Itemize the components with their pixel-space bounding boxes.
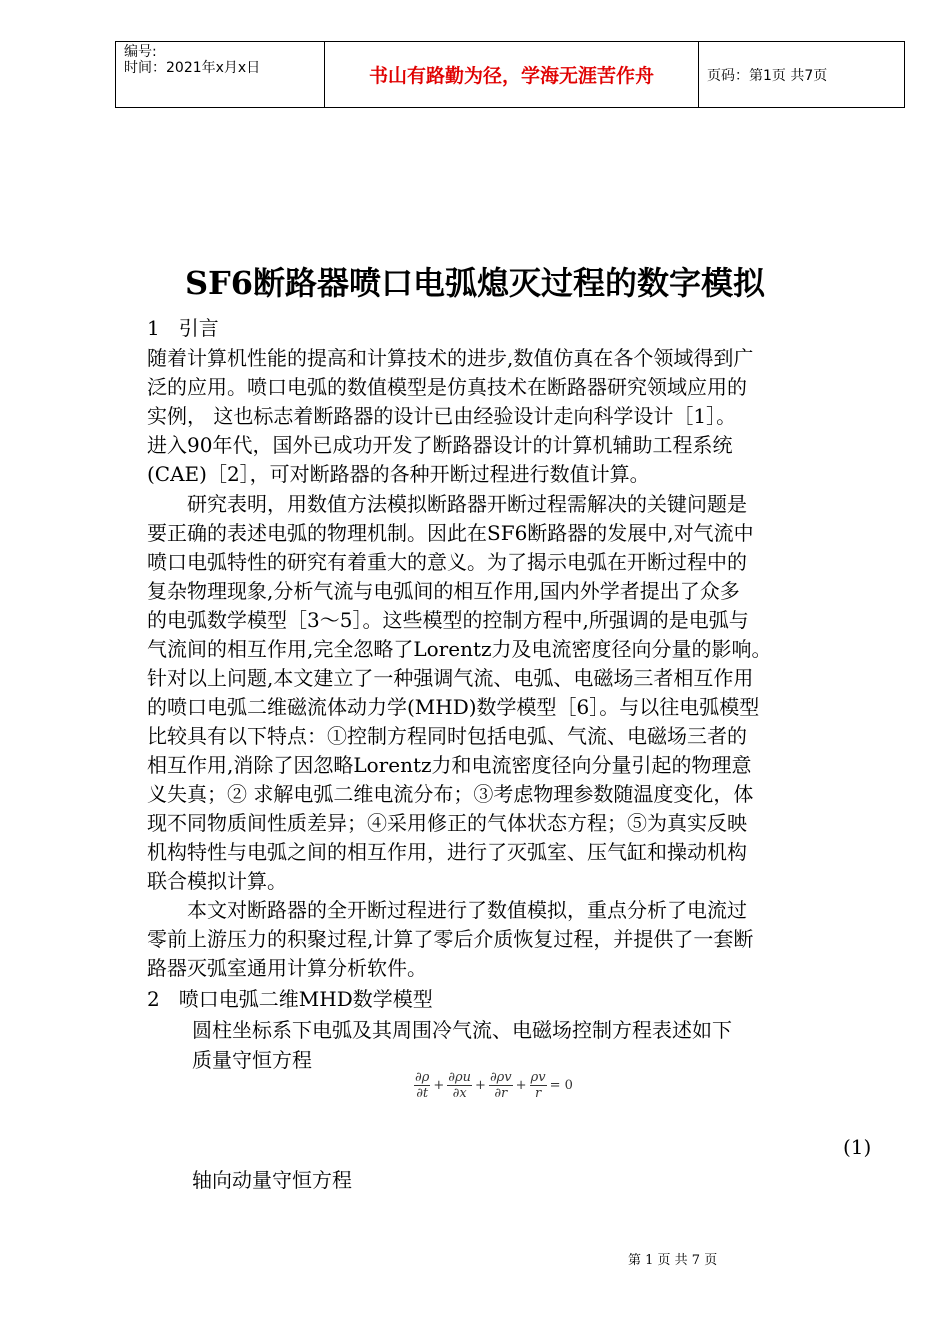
page-footer: 第 1 页 共 7 页 (628, 1253, 718, 1268)
para2-line: 复杂物理现象,分析气流与电弧间的相互作用,国内外学者提出了众多 (147, 579, 740, 603)
motto-text: 书山有路勤为径，学海无涯苦作舟 (368, 65, 654, 87)
para2-line: 比较具有以下特点：①控制方程同时包括电弧、气流、电磁场三者的 (147, 724, 747, 748)
para2-line: 相互作用,消除了因忽略Lorentz力和电流密度径向分量引起的物理意 (147, 753, 752, 777)
mass-conservation-equation: $\frac{\partial\rho}{\partial t}$ + $\frac{\partial\rho u}{\partial x}$ + $\frac{\partial\rho v}{\partial r}$ + $\frac{\rho v}{r}$ = 0 (415, 1070, 573, 1101)
para1-line: 进入90年代，国外已成功开发了断路器设计的计算机辅助工程系统 (147, 433, 733, 457)
section2-heading: 2 喷口电弧二维MHD数学模型 (147, 987, 433, 1011)
para2-line: 义失真；② 求解电弧二维电流分布；③考虑物理参数随温度变化，体 (147, 782, 754, 806)
motto-cell (325, 42, 699, 108)
para2-line: 喷口电弧特性的研究有着重大的意义。为了揭示电弧在开断过程中的 (147, 550, 747, 574)
para2-line: 研究表明，用数值方法模拟断路器开断过程需解决的关键问题是 (187, 492, 747, 516)
para4-text: 圆柱坐标系下电弧及其周围冷气流、电磁场控制方程表述如下 (192, 1018, 732, 1042)
mass-conservation-label: 质量守恒方程 (192, 1048, 312, 1072)
document-title: SF6断路器喷口电弧熄灭过程的数字模拟 (184, 264, 766, 302)
section1-heading: 1 引言 (147, 316, 219, 340)
para2-line: 的喷口电弧二维磁流体动力学(MHD)数学模型［6］。与以往电弧模型 (147, 695, 760, 719)
para2-line: 的电弧数学模型［3～5］。这些模型的控制方程中,所强调的是电弧与 (147, 608, 749, 632)
para3-line: 本文对断路器的全开断过程进行了数值模拟，重点分析了电流过 (187, 898, 747, 922)
term-1: $\frac{\partial\rho}{\partial t}$ (415, 1070, 430, 1101)
axial-momentum-label: 轴向动量守恒方程 (192, 1168, 352, 1192)
para2-line: 气流间的相互作用,完全忽略了Lorentz力及电流密度径向分量的影响。 (147, 637, 772, 661)
term-4: $\frac{\rho v}{r}$ (530, 1070, 546, 1101)
equation-number: (1) (843, 1135, 872, 1159)
para1-line: 实例， 这也标志着断路器的设计已由经验设计走向科学设计［1］。 (147, 404, 737, 428)
time-label: 时间：2021年x月x日 (124, 60, 261, 76)
term-3: $\frac{\partial\rho v}{\partial r}$ (489, 1070, 512, 1101)
page-info-text: 页码：第1页 共7页 (707, 67, 828, 84)
para1-line: 随着计算机性能的提高和计算技术的进步,数值仿真在各个领域得到广 (147, 346, 754, 370)
para2-line: 要正确的表述电弧的物理机制。因此在SF6断路器的发展中,对气流中 (147, 521, 754, 545)
header-left-cell (116, 42, 325, 108)
para2-line: 机构特性与电弧之间的相互作用，进行了灭弧室、压气缸和操动机构 (147, 840, 747, 864)
para2-line: 联合模拟计算。 (147, 869, 287, 893)
para3-line: 路器灭弧室通用计算分析软件。 (147, 956, 427, 980)
para2-line: 针对以上问题,本文建立了一种强调气流、电弧、电磁场三者相互作用 (147, 666, 754, 690)
header-table (115, 41, 905, 108)
para1-line: 泛的应用。喷口电弧的数值模型是仿真技术在断路器研究领域应用的 (147, 375, 747, 399)
number-label: 编号: (124, 44, 157, 60)
para2-line: 现不同物质间性质差异；④采用修正的气体状态方程；⑤为真实反映 (147, 811, 747, 835)
para1-line: (CAE)［2］，可对断路器的各种开断过程进行数值计算。 (147, 462, 650, 486)
para3-line: 零前上游压力的积聚过程,计算了零后介质恢复过程，并提供了一套断 (147, 927, 754, 951)
term-2: $\frac{\partial\rho u}{\partial x}$ (448, 1070, 472, 1101)
page-info-cell (699, 42, 905, 108)
